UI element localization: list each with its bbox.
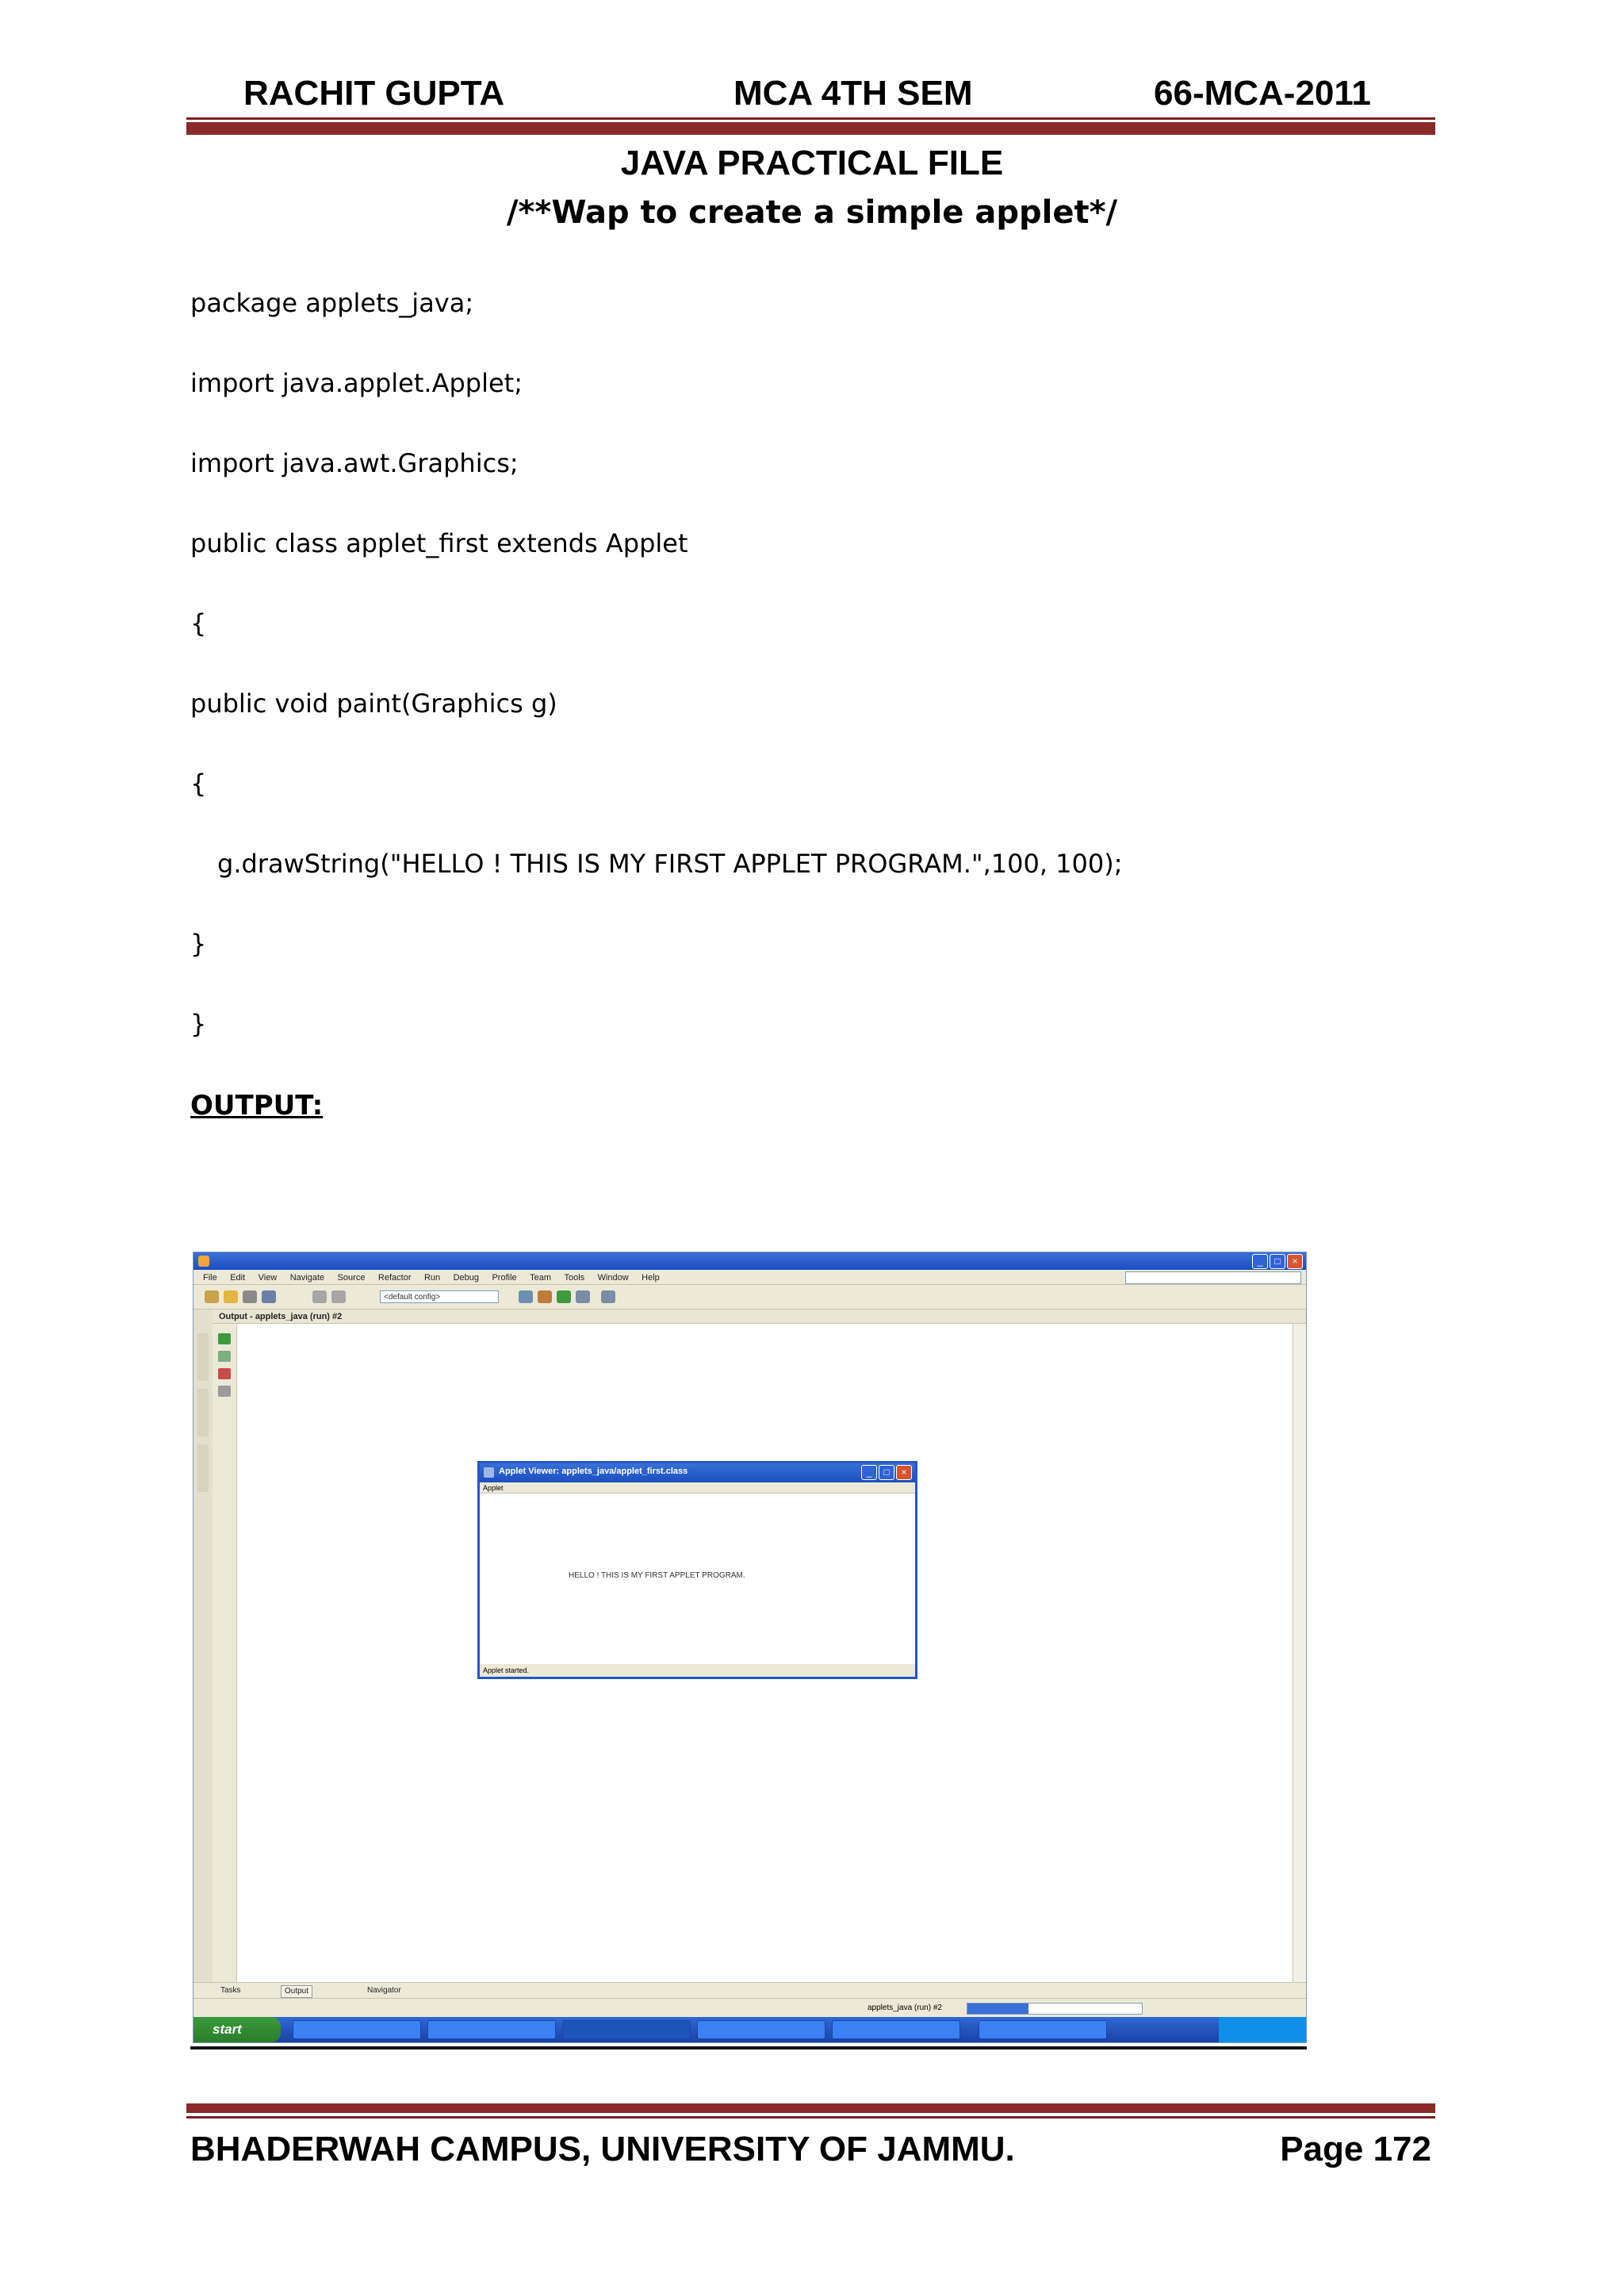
close-icon[interactable]: ×	[1287, 1254, 1303, 1269]
code-line: public void paint(Graphics g)	[190, 688, 557, 719]
clean-build-icon[interactable]	[538, 1290, 552, 1303]
menu-source[interactable]: Source	[337, 1273, 366, 1283]
system-tray	[1219, 2017, 1306, 2042]
windows-taskbar	[193, 2017, 1306, 2042]
ide-search-input[interactable]	[1125, 1271, 1301, 1284]
build-icon[interactable]	[519, 1290, 533, 1303]
menu-debug[interactable]: Debug	[453, 1273, 479, 1283]
code-line: g.drawString("HELLO ! THIS IS MY FIRST APPLET PROGRAM.",100, 100);	[217, 849, 1123, 879]
minimize-icon[interactable]: _	[1252, 1254, 1268, 1269]
status-run: applets_java (run) #2	[868, 2003, 942, 2012]
rerun-icon[interactable]	[218, 1333, 231, 1344]
footer-rule-thin	[186, 2116, 1435, 2119]
taskbar-item[interactable]	[697, 2020, 825, 2039]
applet-title-bar	[480, 1463, 915, 1482]
ide-toolbar	[193, 1285, 1306, 1309]
undo-icon[interactable]	[312, 1290, 327, 1303]
code-line: import java.awt.Graphics;	[190, 448, 519, 478]
stop-icon[interactable]	[218, 1368, 231, 1379]
applet-message: HELLO ! THIS IS MY FIRST APPLET PROGRAM.	[569, 1571, 745, 1580]
menu-profile[interactable]: Profile	[492, 1273, 517, 1283]
settings-icon[interactable]	[218, 1386, 231, 1397]
document-title: JAVA PRACTICAL FILE	[620, 144, 1004, 182]
menu-window[interactable]: Window	[597, 1273, 629, 1283]
applet-menu[interactable]: Applet	[480, 1482, 915, 1494]
output-scrollbar[interactable]	[1293, 1324, 1306, 1982]
ide-title-bar	[193, 1252, 1306, 1270]
applet-viewer-window	[477, 1461, 917, 1679]
menu-view[interactable]: View	[258, 1273, 278, 1283]
minimize-icon[interactable]: _	[861, 1465, 877, 1480]
page-number: Page 172	[1280, 2130, 1431, 2168]
author-name: RACHIT GUPTA	[243, 74, 505, 113]
ide-bottom-tabs	[193, 1982, 1306, 1999]
output-panel-title: Output - applets_java (run) #2	[213, 1309, 1306, 1324]
footer-rule-thick	[186, 2103, 1435, 2113]
debug-icon[interactable]	[576, 1290, 590, 1303]
config-select[interactable]: <default config>	[380, 1290, 499, 1303]
menu-file[interactable]: File	[203, 1273, 217, 1283]
code-line: package applets_java;	[190, 288, 474, 318]
services-tab[interactable]	[197, 1333, 209, 1381]
open-project-icon[interactable]	[243, 1290, 257, 1303]
ide-side-tabs	[193, 1309, 213, 1982]
run-progress-fill	[967, 2003, 1028, 2014]
save-all-icon[interactable]	[262, 1290, 276, 1303]
ide-window-controls	[1251, 1254, 1303, 1269]
menu-run[interactable]: Run	[423, 1273, 441, 1283]
page-footer	[190, 2126, 1431, 2173]
rerun-params-icon[interactable]	[218, 1351, 231, 1362]
tab-tasks[interactable]: Tasks	[220, 1986, 241, 1995]
profile-icon[interactable]	[601, 1290, 615, 1303]
run-icon[interactable]	[557, 1290, 571, 1303]
taskbar-item[interactable]	[562, 2020, 691, 2039]
maximize-icon[interactable]: □	[879, 1465, 894, 1480]
applet-canvas	[480, 1494, 915, 1664]
menu-help[interactable]: Help	[642, 1273, 660, 1283]
taskbar-item[interactable]	[427, 2020, 556, 2039]
taskbar-item[interactable]	[979, 2020, 1107, 2039]
ide-status-bar	[193, 1998, 1306, 2018]
code-line: }	[190, 929, 207, 959]
menu-team[interactable]: Team	[530, 1273, 551, 1283]
code-line: }	[190, 1009, 207, 1039]
tab-output[interactable]: Output	[281, 1985, 312, 1998]
applet-window-controls	[860, 1465, 912, 1480]
course-label: MCA 4TH SEM	[733, 74, 973, 113]
header-rule-thin	[186, 117, 1435, 120]
redo-icon[interactable]	[331, 1290, 346, 1303]
files-tab[interactable]	[197, 1389, 209, 1436]
menu-edit[interactable]: Edit	[230, 1273, 246, 1283]
new-file-icon[interactable]	[205, 1290, 219, 1303]
applet-title: Applet Viewer: applets_java/applet_first.class	[499, 1467, 688, 1476]
program-heading: /**Wap to create a simple applet*/	[506, 194, 1118, 231]
run-progress-bar	[967, 2003, 1143, 2015]
taskbar-item[interactable]	[832, 2020, 960, 2039]
code-line: {	[190, 608, 207, 638]
maximize-icon[interactable]: □	[1270, 1254, 1285, 1269]
applet-icon	[484, 1467, 494, 1478]
header-rule-thick	[186, 122, 1435, 135]
projects-tab[interactable]	[197, 1444, 209, 1492]
output-screenshot	[193, 1252, 1307, 2043]
page-header	[186, 70, 1435, 117]
menu-navigate[interactable]: Navigate	[289, 1273, 325, 1283]
close-icon[interactable]: ×	[896, 1465, 912, 1480]
code-line: import java.applet.Applet;	[190, 368, 523, 398]
menu-refactor[interactable]: Refactor	[377, 1273, 412, 1283]
tab-navigator[interactable]: Navigator	[367, 1986, 401, 1995]
start-button[interactable]: start	[193, 2017, 281, 2042]
code-listing	[190, 283, 1123, 1084]
roll-number: 66-MCA-2011	[1154, 74, 1371, 113]
campus-name: BHADERWAH CAMPUS, UNIVERSITY OF JAMMU.	[190, 2130, 1015, 2168]
output-label: OUTPUT:	[190, 1090, 324, 1122]
output-panel-controls	[213, 1324, 237, 1982]
menu-tools[interactable]: Tools	[564, 1273, 585, 1283]
screenshot-rule	[190, 2046, 1307, 2050]
code-line: {	[190, 769, 207, 799]
code-line: public class applet_first extends Applet	[190, 528, 688, 558]
new-project-icon[interactable]	[224, 1290, 238, 1303]
netbeans-icon	[198, 1256, 209, 1267]
taskbar-item[interactable]	[293, 2020, 421, 2039]
applet-status: Applet started.	[480, 1664, 915, 1677]
